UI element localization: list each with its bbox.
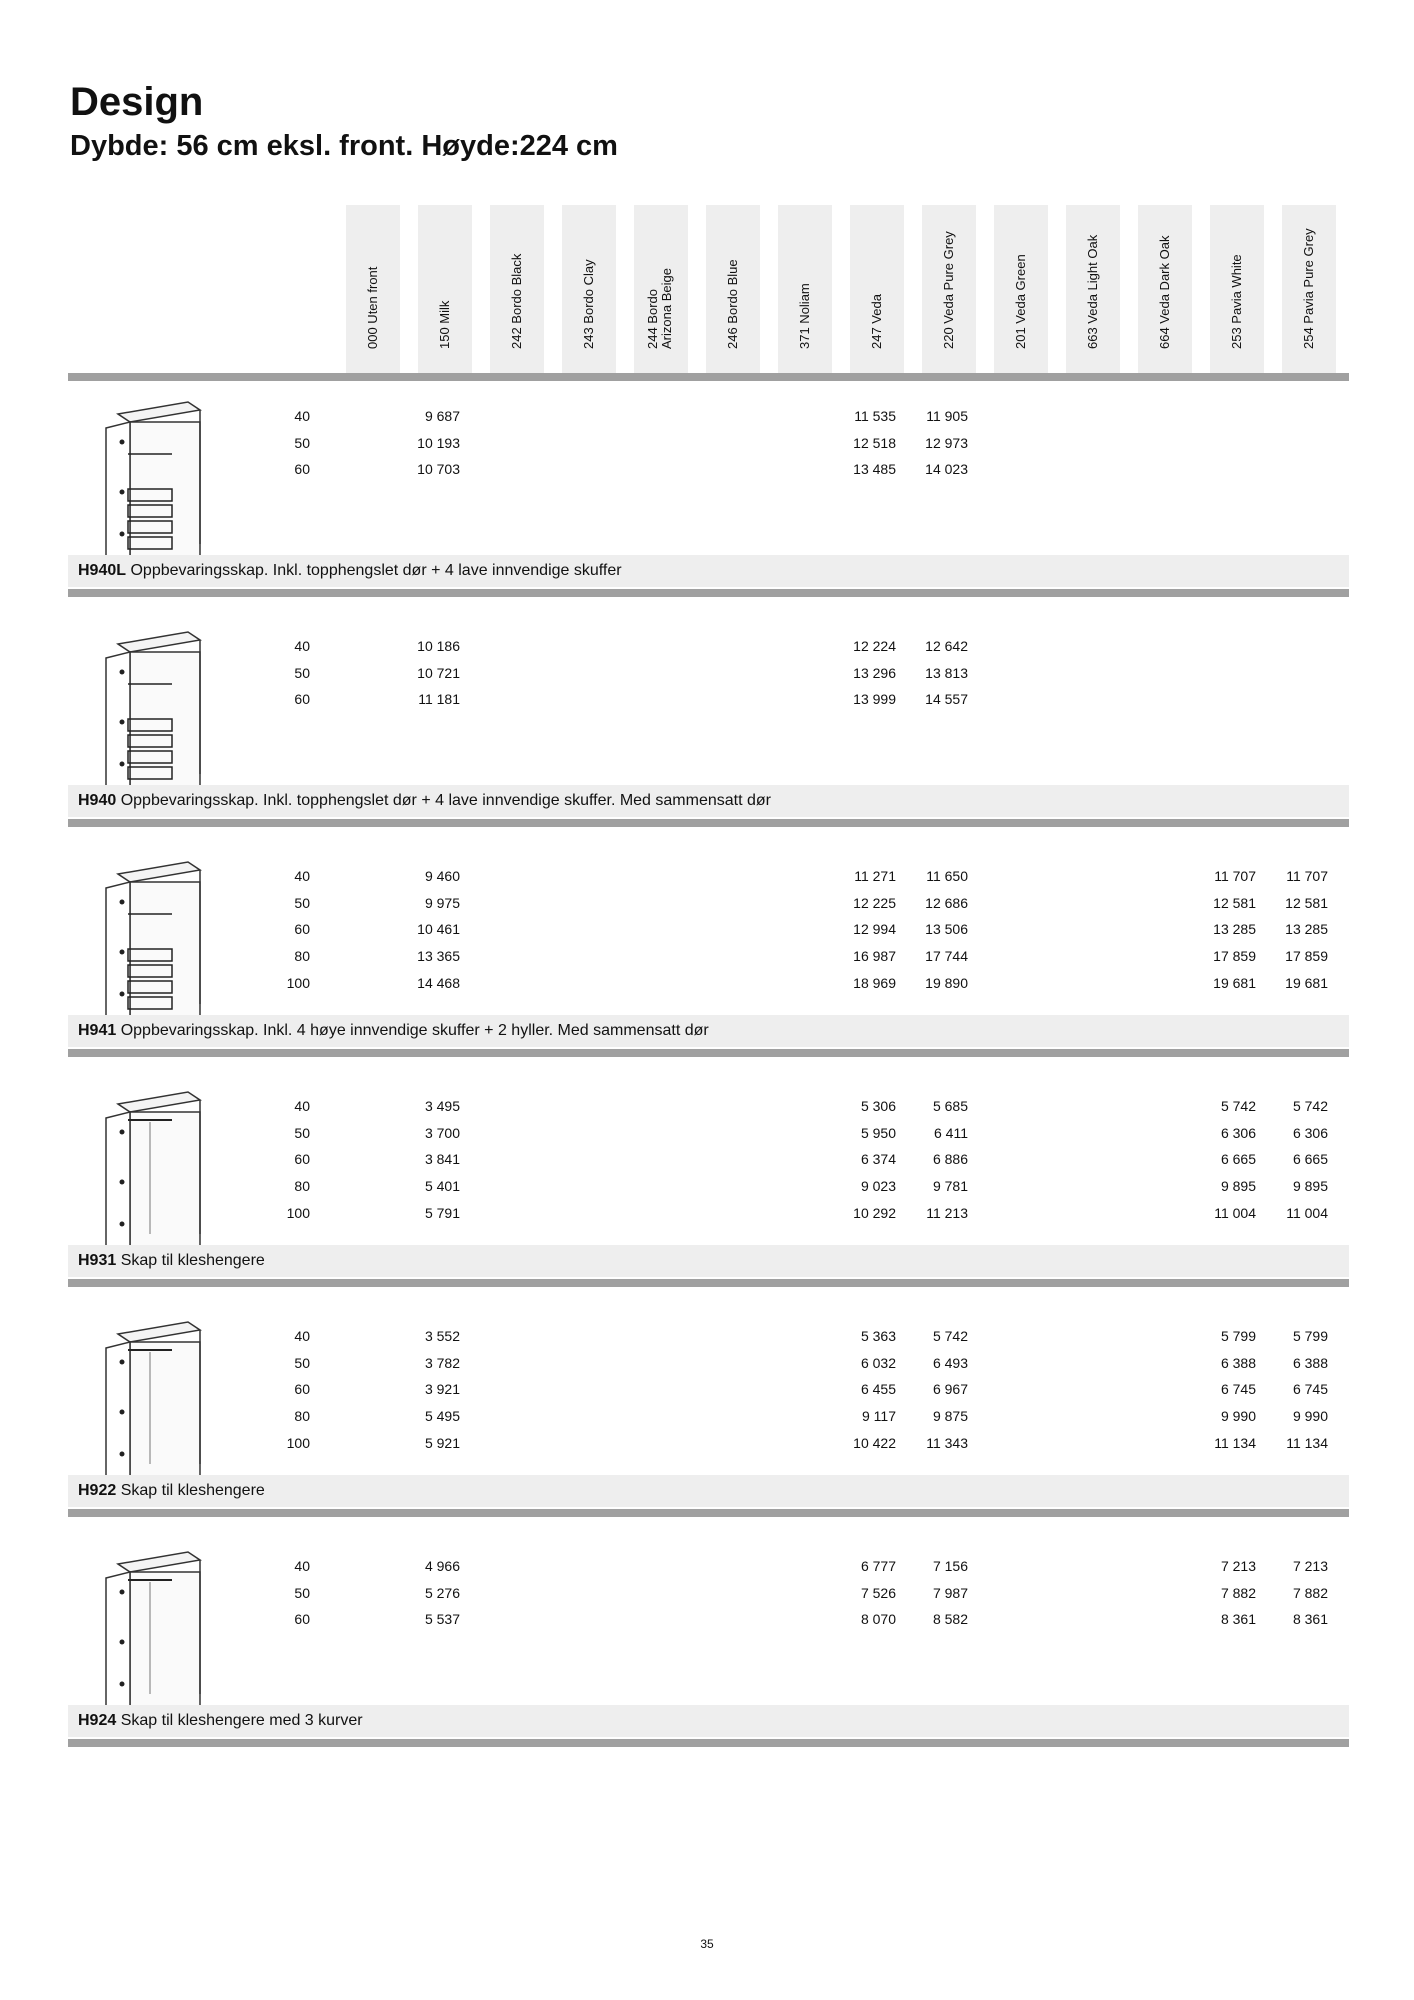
column-header [1138,205,1192,373]
price-cell: 6 665 [1220,1151,1256,1168]
column-label: 247 Veda [869,294,884,349]
width-cell: 100 [286,1204,310,1221]
price-cell: 10 461 [417,921,460,938]
price-cell: 5 742 [932,1328,968,1344]
price-cell: 7 526 [860,1584,896,1601]
column-header [706,205,760,373]
cabinet-illustration [88,854,218,1022]
price-cell: 5 950 [860,1124,896,1141]
price-cell: 10 292 [853,1204,896,1221]
price-cell: 8 361 [1292,1611,1328,1628]
width-cell: 80 [294,948,310,965]
price-cell: 11 004 [1214,1204,1256,1221]
column-header [778,205,832,373]
price-cell: 19 890 [925,974,968,991]
price-cell: 5 495 [424,1408,460,1425]
section-caption [68,1015,1349,1047]
price-cell: 5 791 [424,1204,460,1221]
column-label: 246 Bordo Blue [725,259,740,349]
price-cell: 9 875 [932,1408,968,1425]
price-cell: 12 224 [853,638,896,654]
product-code: H924 [78,1712,117,1729]
price-cell: 11 134 [1286,1434,1328,1451]
price-cell: 6 306 [1292,1124,1328,1141]
product-section [0,612,1414,842]
product-code: H940 [78,792,117,809]
price-cell: 12 994 [853,921,896,938]
price-cell: 17 859 [1285,948,1328,965]
price-cell: 5 685 [932,1098,968,1114]
width-cell: 40 [294,1328,310,1344]
width-cell: 40 [294,1558,310,1574]
cabinet-illustration [88,624,218,792]
price-cell: 5 306 [860,1098,896,1114]
page-title: Design [70,80,204,124]
price-cell: 16 987 [853,948,896,965]
width-cell: 50 [294,894,310,911]
cabinet-illustration [88,1314,218,1482]
price-cell: 6 745 [1292,1381,1328,1398]
price-cell: 9 895 [1220,1178,1256,1195]
column-label: 253 Pavia White [1229,254,1244,349]
column-label: 242 Bordo Black [509,253,524,349]
page-number: 35 [700,1937,714,1951]
width-cell: 40 [294,408,310,424]
column-header [346,205,400,373]
width-cell: 50 [294,434,310,451]
price-cell: 5 742 [1292,1098,1328,1114]
column-label: 244 Bordo [645,289,660,349]
section-rule [68,1049,1349,1057]
price-cell: 3 552 [424,1328,460,1344]
width-cell: 50 [294,664,310,681]
header-rule [68,373,1349,381]
width-cell: 50 [294,1124,310,1141]
product-code: H940L [78,562,127,579]
column-header [1282,205,1336,373]
section-rule [68,1279,1349,1287]
product-code: H922 [78,1482,117,1499]
product-section [0,1532,1414,1762]
price-cell: 11 535 [854,408,896,424]
price-cell: 11 271 [854,868,896,884]
column-label: 000 Uten front [365,266,380,349]
price-cell: 12 518 [853,434,896,451]
price-cell: 5 401 [424,1178,460,1195]
price-cell: 5 799 [1220,1328,1256,1344]
price-cell: 8 582 [932,1611,968,1628]
price-cell: 13 813 [925,664,968,681]
product-section [0,1302,1414,1532]
column-label: 664 Veda Dark Oak [1157,235,1172,349]
price-cell: 13 485 [853,461,896,478]
column-label: 201 Veda Green [1013,254,1028,349]
price-cell: 9 023 [860,1178,896,1195]
price-cell: 3 495 [424,1098,460,1114]
section-caption [68,1245,1349,1277]
price-cell: 7 213 [1292,1558,1328,1574]
column-label: 254 Pavia Pure Grey [1301,228,1316,349]
price-cell: 3 782 [424,1354,460,1371]
price-cell: 18 969 [853,974,896,991]
price-cell: 11 905 [926,408,968,424]
width-cell: 60 [294,461,310,478]
price-cell: 3 700 [424,1124,460,1141]
product-section [0,842,1414,1072]
price-cell: 5 537 [424,1611,460,1628]
price-cell: 9 781 [932,1178,968,1195]
price-cell: 14 468 [417,974,460,991]
price-cell: 12 642 [925,638,968,654]
price-cell: 19 681 [1213,974,1256,991]
product-description: Oppbevaringsskap. Inkl. topphengslet dør + 4 lave innvendige skuffer [130,562,622,579]
price-cell: 12 686 [925,894,968,911]
cabinet-illustration [88,1084,218,1252]
price-cell: 9 117 [862,1408,896,1425]
price-cell: 19 681 [1285,974,1328,991]
price-cell: 6 306 [1220,1124,1256,1141]
section-rule [68,1739,1349,1747]
width-cell: 100 [286,974,310,991]
price-cell: 7 213 [1220,1558,1256,1574]
price-cell: 5 799 [1292,1328,1328,1344]
price-cell: 10 703 [417,461,460,478]
price-cell: 6 493 [932,1354,968,1371]
section-caption [68,1475,1349,1507]
column-header [922,205,976,373]
price-cell: 6 777 [860,1558,896,1574]
width-cell: 60 [294,1151,310,1168]
price-cell: 13 365 [417,948,460,965]
price-cell: 12 225 [853,894,896,911]
column-header [994,205,1048,373]
price-cell: 13 506 [925,921,968,938]
product-description: Skap til kleshengere [120,1252,265,1269]
column-label: 243 Bordo Clay [581,259,596,349]
column-header-row [0,205,1414,375]
section-rule [68,589,1349,597]
price-cell: 11 213 [926,1204,968,1221]
price-cell: 9 460 [424,868,460,884]
price-cell: 13 285 [1213,921,1256,938]
column-label: 150 Milk [437,300,452,349]
price-cell: 6 455 [860,1381,896,1398]
price-cell: 9 990 [1292,1408,1328,1425]
width-cell: 80 [294,1408,310,1425]
price-cell: 6 388 [1220,1354,1256,1371]
section-rule [68,1509,1349,1517]
width-cell: 60 [294,1381,310,1398]
width-cell: 40 [294,638,310,654]
price-cell: 9 975 [424,894,460,911]
price-cell: 11 650 [926,868,968,884]
product-code: H931 [78,1252,117,1269]
column-header [418,205,472,373]
price-cell: 6 745 [1220,1381,1256,1398]
cabinet-illustration [88,394,218,562]
price-cell: 5 921 [424,1434,460,1451]
price-cell: 4 966 [424,1558,460,1574]
price-cell: 8 361 [1220,1611,1256,1628]
price-cell: 11 343 [926,1434,968,1451]
column-header [850,205,904,373]
product-code: H941 [78,1022,117,1039]
price-cell: 6 967 [932,1381,968,1398]
price-cell: 5 742 [1220,1098,1256,1114]
price-cell: 12 581 [1285,894,1328,911]
section-rule [68,819,1349,827]
column-label: 220 Veda Pure Grey [941,231,956,349]
product-description: Skap til kleshengere med 3 kurver [120,1712,363,1729]
price-cell: 6 886 [932,1151,968,1168]
price-cell: 10 422 [853,1434,896,1451]
width-cell: 60 [294,691,310,708]
product-description: Skap til kleshengere [120,1482,265,1499]
page-subtitle: Dybde: 56 cm eksl. front. Høyde:224 cm [70,130,618,162]
product-description: Oppbevaringsskap. Inkl. topphengslet dør + 4 lave innvendige skuffer. Med sammensatt dør [120,792,771,809]
price-cell: 14 023 [925,461,968,478]
cabinet-illustration [88,1544,218,1712]
price-cell: 11 707 [1214,868,1256,884]
price-cell: 7 987 [932,1584,968,1601]
product-description: Oppbevaringsskap. Inkl. 4 høye innvendige skuffer + 2 hyller. Med sammensatt dør [120,1022,709,1039]
column-header [634,205,688,373]
section-caption [68,785,1349,817]
price-cell: 14 557 [925,691,968,708]
price-cell: 13 296 [853,664,896,681]
price-cell: 3 921 [424,1381,460,1398]
width-cell: 100 [286,1434,310,1451]
price-cell: 11 004 [1286,1204,1328,1221]
price-cell: 13 285 [1285,921,1328,938]
section-caption [68,555,1349,587]
section-caption [68,1705,1349,1737]
price-cell: 7 882 [1220,1584,1256,1601]
product-section [0,382,1414,612]
price-cell: 6 665 [1292,1151,1328,1168]
width-cell: 80 [294,1178,310,1195]
price-cell: 7 156 [932,1558,968,1574]
price-cell: 7 882 [1292,1584,1328,1601]
column-header [1066,205,1120,373]
price-cell: 11 134 [1214,1434,1256,1451]
column-header [490,205,544,373]
price-cell: 5 363 [860,1328,896,1344]
price-cell: 11 181 [418,691,460,708]
price-cell: 6 411 [934,1124,968,1141]
price-cell: 6 374 [860,1151,896,1168]
width-cell: 40 [294,1098,310,1114]
price-cell: 6 032 [860,1354,896,1371]
width-cell: 40 [294,868,310,884]
price-cell: 10 186 [417,638,460,654]
price-cell: 10 721 [417,664,460,681]
price-cell: 8 070 [860,1611,896,1628]
price-cell: 6 388 [1292,1354,1328,1371]
column-header [1210,205,1264,373]
width-cell: 50 [294,1584,310,1601]
price-cell: 17 859 [1213,948,1256,965]
price-cell: 11 707 [1286,868,1328,884]
column-label: 663 Veda Light Oak [1085,234,1100,349]
price-cell: 9 990 [1220,1408,1256,1425]
price-cell: 9 687 [424,408,460,424]
product-section [0,1072,1414,1302]
column-label: Arizona Beige [659,268,674,349]
price-cell: 5 276 [424,1584,460,1601]
price-cell: 12 581 [1213,894,1256,911]
price-cell: 9 895 [1292,1178,1328,1195]
price-cell: 17 744 [925,948,968,965]
price-cell: 12 973 [925,434,968,451]
column-header [562,205,616,373]
width-cell: 60 [294,1611,310,1628]
price-cell: 10 193 [417,434,460,451]
width-cell: 50 [294,1354,310,1371]
width-cell: 60 [294,921,310,938]
column-label: 371 Noliam [797,283,812,349]
price-cell: 13 999 [853,691,896,708]
price-cell: 3 841 [424,1151,460,1168]
